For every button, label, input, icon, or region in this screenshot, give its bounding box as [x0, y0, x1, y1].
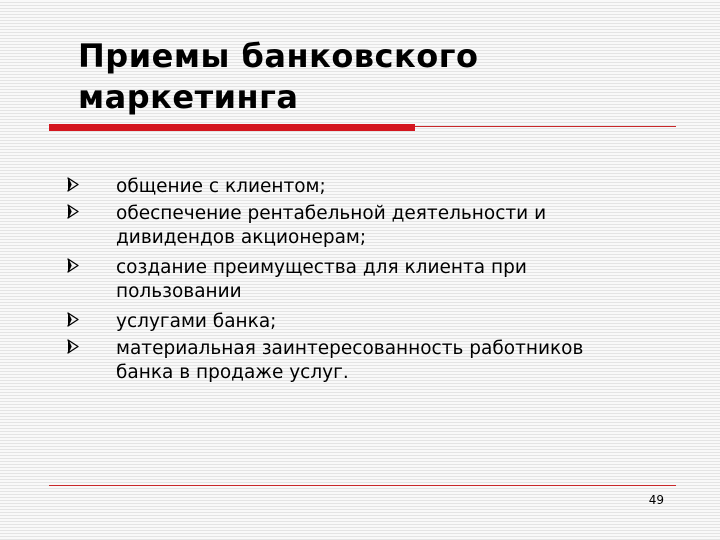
arrowhead-bullet-icon — [67, 258, 79, 273]
bullet-text: услугами банка; — [116, 311, 277, 332]
footer-divider-line — [49, 485, 676, 486]
arrowhead-bullet-icon — [67, 204, 79, 219]
bullet-text: обеспечение рентабельной деятельности и дивидендов акционерам; — [116, 203, 547, 248]
page-number: 49 — [648, 493, 664, 507]
slide-title: Приемы банковского маркетинга — [78, 37, 479, 116]
arrowhead-bullet-icon — [67, 339, 79, 354]
bullet-text: общение с клиентом; — [116, 176, 326, 197]
bullet-text: создание преимущества для клиента при пользовании — [116, 257, 527, 302]
bullet-text: материальная заинтересованность работников банка в продаже услуг. — [116, 338, 584, 383]
arrowhead-bullet-icon — [67, 312, 79, 327]
arrowhead-bullet-icon — [67, 177, 79, 192]
